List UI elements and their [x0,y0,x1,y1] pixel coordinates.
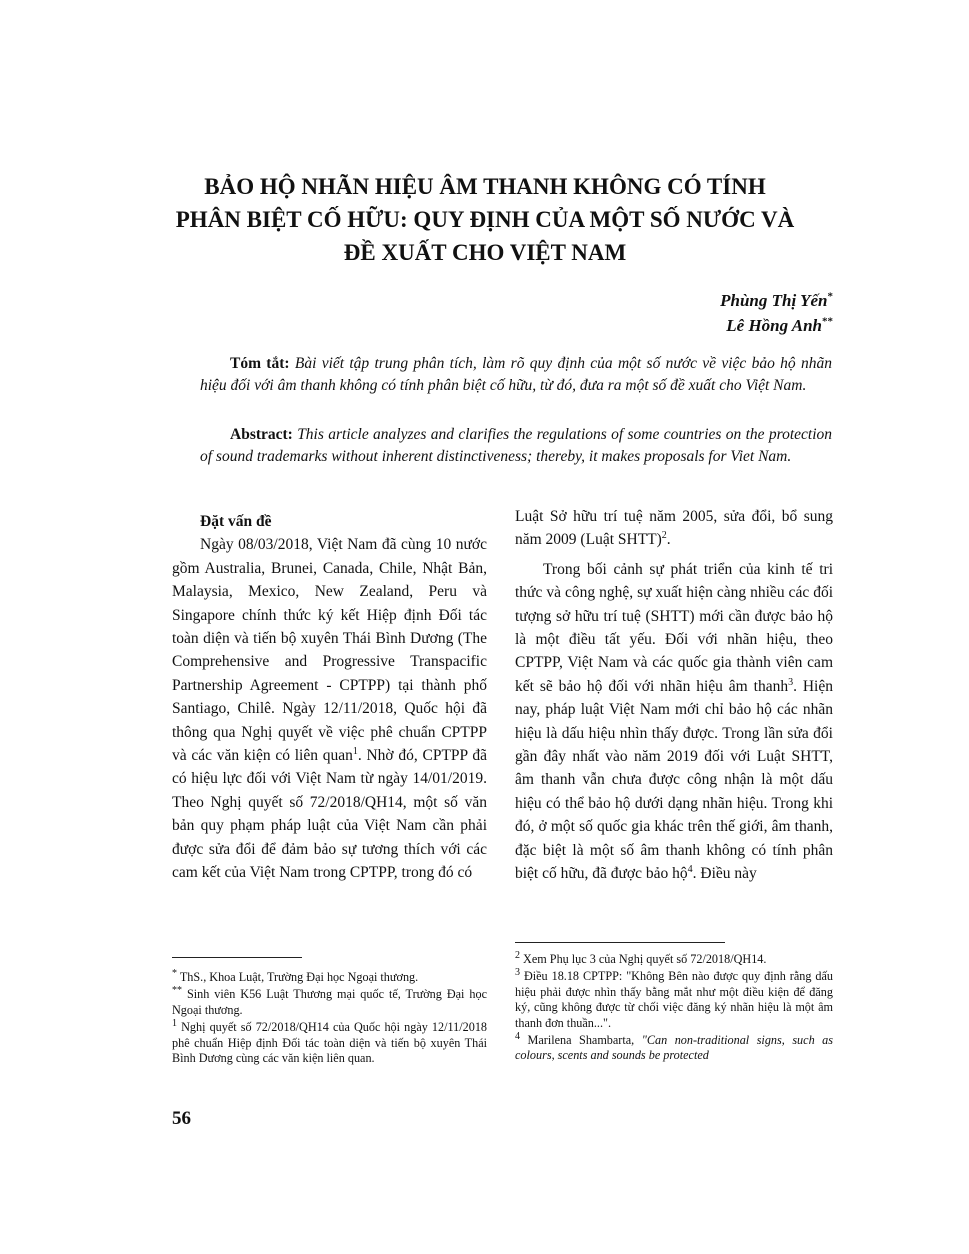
footnote-3 [515,969,833,1031]
footnote-ref-3[interactable]: 3 [788,676,794,688]
left-p1-text-a: Ngày 08/03/2018, Việt Nam đã cùng 10 nước gồm Australia, Brunei, Canada, Chile, Nhật Bản, Malaysia, Mexico, New Zealand, Peru và Singapore chính thức ký kết Hiệp định Đối tác toàn diện và tiến bộ xuyên Thái Bình Dương (The Comprehensive and Progressive Transpacific Partnership Agreement - CPTPP) tại thành phố Santiago, Chilê. Ngày 12/11/2018, Quốc hội đã thông qua Nghị quyết về việc phê chuẩn CPTPP và các văn kiện có liên quan [172,536,487,765]
article-title [150,170,820,269]
right-p2-text-b: . Hiện nay, pháp luật Việt Nam mới chỉ bảo hộ các nhãn hiệu là dấu hiệu nhìn thấy được. Trong lần sửa đổi gần đây nhất vào năm 2019 đối với Luật SHTT, âm thanh vẫn chưa được công nhận là một dấu hiệu có thể bảo hộ dưới dạng nhãn hiệu. Trong khi đó, ở một số quốc gia khác trên thế giới, âm thanh, đặc biệt là một số âm thanh không có tính phân biệt cố hữu, đã được bảo hộ [515,677,833,883]
left-p1-text-b: . Nhờ đó, CPTPP đã có hiệu lực đối với Việt Nam từ ngày 14/01/2019. Theo Nghị quyết số 72/2018/QH14, một số văn bản quy phạm pháp luật của Việt Nam cần phải được sửa đổi để đảm bảo sự tương thích với các cam kết của Việt Nam trong CPTPP, trong đó có [172,747,487,882]
footnote-text: ThS., Khoa Luật, Trường Đại học Ngoại thương. [179,970,419,984]
right-p2-text-c: . Điều này [692,865,757,883]
left-column [172,510,487,885]
abstract-en-label: Abstract: [230,426,293,443]
author-1-mark: * [827,290,833,303]
footnote-ref-2[interactable]: 2 [661,530,667,542]
footnotes-right [515,949,834,1066]
author-block [720,288,833,338]
footnote-author-2 [172,987,487,1018]
author-1 [720,288,833,313]
footnote-text-italic: "Can non-traditional signs, such as colours, scents and sounds be protected [515,1033,834,1063]
page-number: 56 [172,1108,191,1129]
abstract-vi-label: Tóm tắt: [230,355,290,372]
footnote-divider-right [515,942,725,943]
title-line-2: PHÂN BIỆT CỐ HỮU: QUY ĐỊNH CỦA MỘT SỐ NƯỚC VÀ [175,207,795,232]
abstract-vi-text: Bài viết tập trung phân tích, làm rõ quy định của một số nước về việc bảo hộ nhãn hiệu đối với âm thanh không có tính phân biệt cố hữu, từ đó, đưa ra một số đề xuất cho Việt Nam. [200,355,832,394]
footnote-4 [515,1030,834,1064]
footnote-text: Marilena Shambarta, [527,1033,642,1048]
right-paragraph-2 [515,558,833,886]
right-p1-text-a: Luật Sở hữu trí tuệ năm 2005, sửa đổi, bổ sung năm 2009 (Luật SHTT) [515,508,833,549]
abstract-english [200,424,832,467]
footnote-divider-left [172,957,302,958]
footnote-mark: 2 [515,949,520,961]
footnote-author-1 [172,967,487,985]
abstract-vietnamese [200,353,832,396]
footnotes-left [172,967,488,1068]
section-heading: Đặt vấn đề [200,513,272,530]
left-paragraph-1 [172,533,487,884]
footnote-mark: * [172,967,177,979]
right-column [515,505,833,886]
footnote-text: Sinh viên K56 Luật Thương mại quốc tế, Trường Đại học Ngoại thương. [172,987,488,1017]
footnote-text: Xem Phụ lục 3 của Nghị quyết số 72/2018/QH14. [523,952,767,966]
author-2-mark: ** [822,315,833,328]
footnote-mark: 3 [515,967,520,979]
author-1-name: Phùng Thị Yến [720,291,828,310]
right-paragraph-1 [515,505,833,552]
abstract-en-text: This article analyzes and clarifies the regulations of some countries on the protection of sound trademarks without inherent distinctiveness; thereby, it makes proposals for Viet Nam. [200,426,832,465]
footnote-text: Điều 18.18 CPTPP: "Không Bên nào được quy định rằng dấu hiệu phải được nhìn thấy bằng mắt như một điều kiện để đăng ký, cũng không được từ chối việc đăng ký nhãn hiệu là một âm thanh đơn thuần...". [515,969,833,1030]
footnote-ref-4[interactable]: 4 [687,863,693,875]
footnote-1 [172,1020,487,1066]
title-line-3: ĐỀ XUẤT CHO VIỆT NAM [343,240,627,265]
footnote-ref-1[interactable]: 1 [352,745,358,757]
footnote-2 [515,949,833,967]
footnote-mark: ** [172,985,182,997]
right-p2-text-a: Trong bối cảnh sự phát triển của kinh tế tri thức và công nghệ, sự xuất hiện càng nhiều các đối tượng sở hữu trí tuệ (SHTT) mới cần được bảo hộ là một điều tất yếu. Đối với nhãn hiệu, theo CPTPP, Việt Nam và các quốc gia thành viên cam kết sẽ bảo hộ đối với nhãn hiệu âm thanh [515,560,833,695]
title-line-1: BẢO HỘ NHÃN HIỆU ÂM THANH KHÔNG CÓ TÍNH [204,174,766,199]
footnote-mark: 4 [515,1030,520,1042]
footnote-mark: 1 [172,1018,177,1030]
author-2-name: Lê Hồng Anh [726,316,822,335]
author-2 [720,313,833,338]
footnote-text: Nghị quyết số 72/2018/QH14 của Quốc hội ngày 12/11/2018 phê chuẩn Hiệp định Đối tác toàn diện và tiến bộ xuyên Thái Bình Dương cùng các văn kiện liên quan. [172,1020,488,1066]
right-p1-text-b: . [666,531,671,549]
